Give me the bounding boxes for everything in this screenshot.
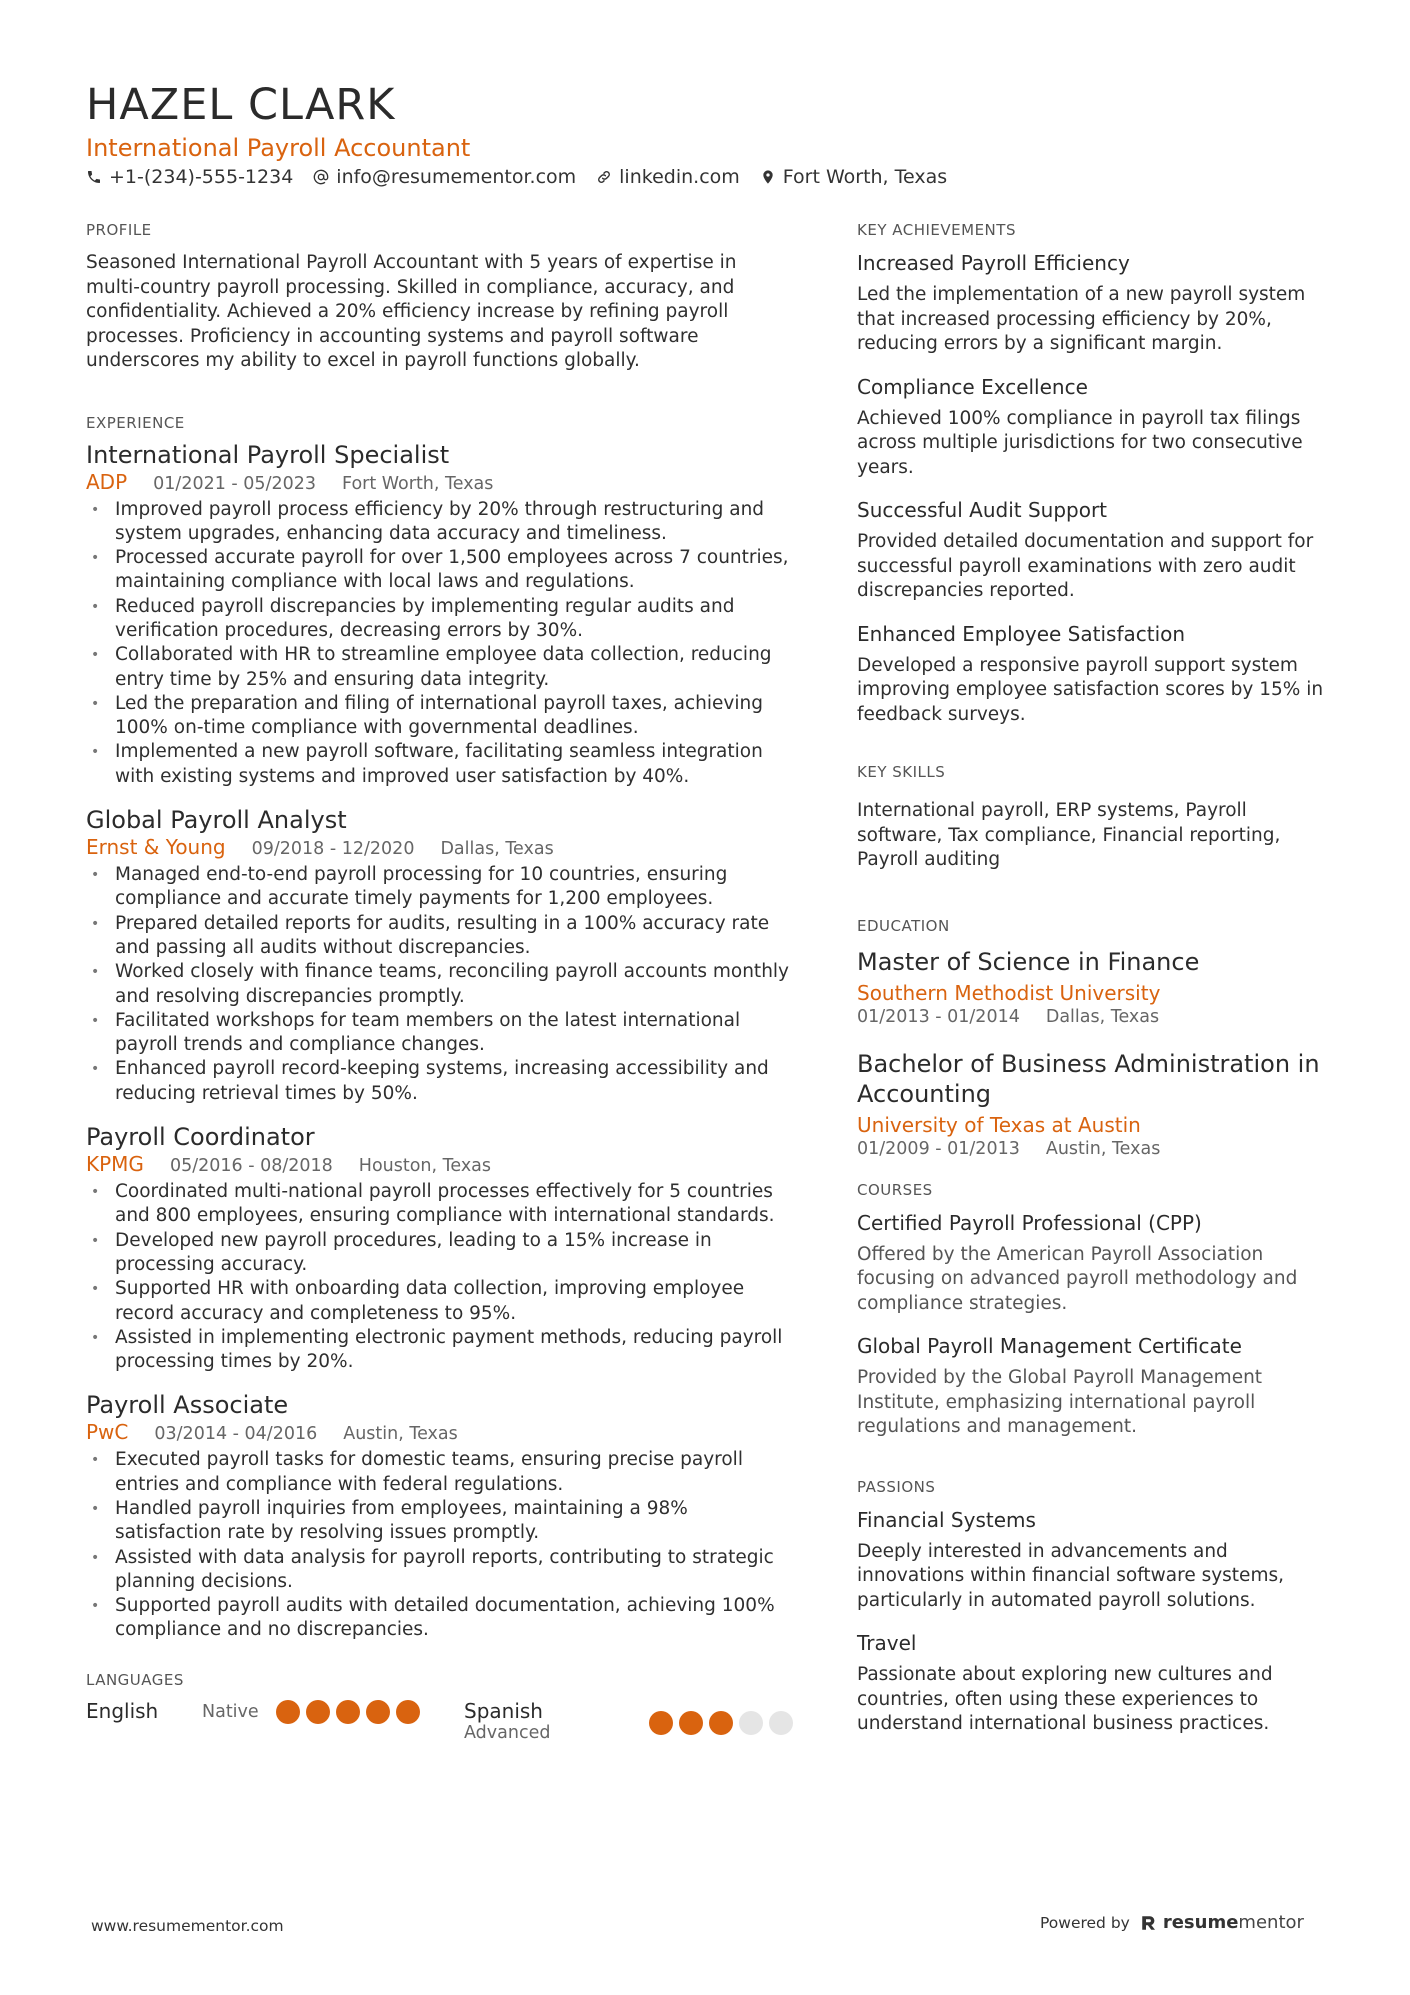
rating-dot-filled [679, 1711, 703, 1735]
job-bullet: • Supported HR with onboarding data collection, improving employee record accuracy and completeness to 95%. [86, 1277, 796, 1326]
job-role: International Payroll Specialist [86, 440, 450, 469]
achievement-item [857, 375, 1327, 481]
achievement-title: Increased Payroll Efficiency [857, 251, 1130, 275]
right-column [857, 221, 1327, 1755]
left-column [86, 221, 796, 1749]
job-bullet: • Processed accurate payroll for over 1,500 employees across 7 countries, maintaining compliance with local laws and regulations. [86, 546, 796, 595]
profile-heading: PROFILE [86, 221, 152, 239]
education-school: University of Texas at Austin [857, 1112, 1141, 1137]
experience-section [86, 414, 796, 1643]
contact-bar [86, 166, 947, 188]
passions-section [857, 1478, 1327, 1737]
job-role: Payroll Coordinator [86, 1123, 315, 1152]
language-rating-english [276, 1700, 420, 1724]
rating-dot-filled [366, 1700, 390, 1724]
job-company: PwC [86, 1420, 129, 1445]
language-rating-spanish [649, 1711, 793, 1735]
education-dates: 01/2009 - 01/2013 [857, 1138, 1020, 1159]
contact-location [760, 166, 947, 188]
passion-item [857, 1631, 1327, 1737]
course-list [857, 1211, 1327, 1440]
courses-section [857, 1181, 1327, 1440]
education-meta [857, 1139, 1327, 1159]
brand-logo[interactable] [1140, 1912, 1304, 1933]
education-meta [857, 1007, 1327, 1027]
contact-phone [86, 166, 293, 188]
contact-linkedin[interactable] [596, 166, 740, 188]
job-bullet: • Enhanced payroll record-keeping systems, increasing accessibility and reducing retrieval times by 50%. [86, 1057, 796, 1106]
course-title: Global Payroll Management Certificate [857, 1334, 1242, 1358]
job-dates: 01/2021 - 05/2023 [153, 473, 316, 494]
job-company: ADP [86, 469, 128, 494]
footer-branding [1040, 1912, 1304, 1933]
job-company: Ernst & Young [86, 835, 226, 860]
course-item [857, 1334, 1327, 1440]
achievement-title: Successful Audit Support [857, 498, 1108, 522]
rating-dot-filled [306, 1700, 330, 1724]
language-name: English [86, 1698, 159, 1723]
link-icon [596, 169, 612, 185]
job-location: Austin, Texas [343, 1424, 458, 1445]
rating-dot-empty [769, 1711, 793, 1735]
education-heading: EDUCATION [857, 916, 950, 935]
job-bullet: • Assisted with data analysis for payroll reports, contributing to strategic planning decisions. [86, 1546, 796, 1595]
achievement-item [857, 498, 1327, 604]
language-name: Spanish [464, 1698, 543, 1723]
job-bullets [86, 498, 796, 790]
job-list [86, 440, 796, 1643]
location-pin-icon [760, 169, 776, 185]
language-english [86, 1699, 158, 1723]
achievement-list [857, 251, 1327, 727]
job-meta [86, 1420, 796, 1444]
job-dates: 05/2016 - 08/2018 [169, 1156, 333, 1177]
profile-text: Seasoned International Payroll Accountant with 5 years of expertise in multi-country payroll processing. Skilled in compliance, accuracy, and confidentiality. Achieved a 20% efficiency increase by refining payroll processes. Proficiency in accounting systems and payroll software underscores my ability to excel in payroll functions globally. [86, 252, 737, 371]
job-entry [86, 1390, 796, 1642]
experience-heading: EXPERIENCE [86, 413, 185, 432]
achievement-title: Enhanced Employee Satisfaction [857, 621, 1186, 646]
brand-bold: resume [1162, 1912, 1239, 1933]
footer-website[interactable]: www.resumementor.com [91, 1917, 284, 1935]
job-location: Dallas, Texas [440, 839, 554, 860]
achievement-item [857, 622, 1327, 728]
achievement-desc: Led the implementation of a new payroll system that increased processing efficiency by 20%, reducing errors by a significant margin. [857, 284, 1306, 354]
job-location: Fort Worth, Texas [342, 473, 494, 494]
resumementor-logo-icon [1140, 1914, 1158, 1932]
passion-desc: Deeply interested in advancements and innovations within financial software systems, particularly in automated payroll solutions. [857, 1540, 1284, 1611]
job-meta [86, 1152, 796, 1176]
skills-text: International payroll, ERP systems, Payroll software, Tax compliance, Financial reporting, Payroll auditing [857, 800, 1281, 870]
language-spanish [464, 1699, 550, 1743]
rating-dot-filled [336, 1700, 360, 1724]
job-bullet: • Worked closely with finance teams, reconciling payroll accounts monthly and resolving discrepancies promptly. [86, 960, 796, 1009]
job-bullets [86, 1180, 796, 1374]
job-company: KPMG [86, 1152, 144, 1177]
education-dates: 01/2013 - 01/2014 [857, 1006, 1020, 1027]
rating-dot-filled [396, 1700, 420, 1724]
language-english-level [202, 1702, 259, 1722]
languages-section [86, 1671, 796, 1749]
job-dates: 03/2014 - 04/2016 [154, 1424, 318, 1445]
job-bullet: • Executed payroll tasks for domestic teams, ensuring precise payroll entries and compliance with federal regulations. [86, 1448, 796, 1497]
at-icon [313, 169, 329, 185]
job-bullets [86, 1448, 796, 1642]
achievement-item [857, 251, 1327, 357]
skills-heading: KEY SKILLS [857, 763, 946, 781]
job-meta [86, 835, 796, 859]
job-bullet: • Led the preparation and filing of international payroll taxes, achieving 100% on-time compliance with governmental deadlines. [86, 692, 796, 741]
passions-heading: PASSIONS [857, 1477, 936, 1496]
linkedin-text[interactable]: linkedin.com [619, 166, 740, 188]
job-entry [86, 805, 796, 1106]
job-role: Global Payroll Analyst [86, 806, 347, 835]
job-bullet: • Managed end-to-end payroll processing for 10 countries, ensuring compliance and accurate timely payments for 1,200 employees. [86, 863, 796, 912]
email-text[interactable]: info@resumementor.com [336, 166, 577, 188]
contact-email[interactable] [313, 166, 576, 188]
education-list [857, 947, 1327, 1159]
language-list [86, 1699, 796, 1749]
job-bullet: • Assisted in implementing electronic payment methods, reducing payroll processing times by 20%. [86, 1326, 796, 1375]
rating-dot-empty [739, 1711, 763, 1735]
candidate-name: HAZEL CLARK [86, 80, 396, 130]
achievement-desc: Achieved 100% compliance in payroll tax filings across multiple jurisdictions for two consecutive years. [857, 407, 1303, 478]
job-bullet: • Facilitated workshops for team members on the latest international payroll trends and compliance changes. [86, 1009, 796, 1058]
profile-section [86, 221, 796, 374]
rating-dot-filled [709, 1711, 733, 1735]
job-bullet: • Implemented a new payroll software, facilitating seamless integration with existing systems and improved user satisfaction by 40%. [86, 740, 796, 789]
achievements-heading: KEY ACHIEVEMENTS [857, 221, 1016, 239]
course-desc: Provided by the Global Payroll Management Institute, emphasizing international payroll regulations and management. [857, 1367, 1263, 1437]
job-location: Houston, Texas [358, 1156, 492, 1177]
brand-rest: mentor [1238, 1912, 1304, 1933]
powered-by-label: Powered by [1040, 1913, 1130, 1932]
job-bullet: • Prepared detailed reports for audits, resulting in a 100% accuracy rate and passing all audits without discrepancies. [86, 912, 796, 961]
job-bullet: • Coordinated multi-national payroll processes effectively for 5 countries and 800 employees, ensuring compliance with international standards. [86, 1180, 796, 1229]
education-school: Southern Methodist University [857, 980, 1161, 1005]
achievement-title: Compliance Excellence [857, 374, 1088, 399]
job-bullet: • Collaborated with HR to streamline employee data collection, reducing entry time by 25% and ensuring data integrity. [86, 643, 796, 692]
job-role: Payroll Associate [86, 1391, 289, 1420]
education-degree: Master of Science in Finance [857, 947, 1200, 976]
job-bullet: • Handled payroll inquiries from employees, maintaining a 98% satisfaction rate by resolving issues promptly. [86, 1497, 796, 1546]
achievement-desc: Provided detailed documentation and support for successful payroll examinations with zero audit discrepancies reported. [857, 531, 1314, 601]
language-level: Advanced [464, 1722, 551, 1743]
location-text: Fort Worth, Texas [782, 166, 948, 188]
passion-title: Financial Systems [857, 1507, 1036, 1532]
job-bullet: • Reduced payroll discrepancies by implementing regular audits and verification procedures, decreasing errors by 30%. [86, 595, 796, 644]
languages-heading: LANGUAGES [86, 1670, 184, 1689]
course-desc: Offered by the American Payroll Association focusing on advanced payroll methodology and compliance strategies. [857, 1243, 1298, 1314]
education-item [857, 1049, 1327, 1159]
language-level: Native [202, 1701, 259, 1722]
job-bullets [86, 863, 796, 1106]
achievement-desc: Developed a responsive payroll support system improving employee satisfaction scores by 15% in feedback surveys. [857, 654, 1324, 725]
job-bullet: • Supported payroll audits with detailed documentation, achieving 100% compliance and no discrepancies. [86, 1594, 796, 1643]
job-entry [86, 1122, 796, 1374]
passion-desc: Passionate about exploring new cultures and countries, often using these experiences to understand international business practices. [857, 1664, 1273, 1734]
skills-section [857, 763, 1327, 873]
education-section [857, 917, 1327, 1159]
passion-title: Travel [857, 1631, 917, 1655]
rating-dot-filled [649, 1711, 673, 1735]
job-bullet: • Improved payroll process efficiency by 20% through restructuring and system upgrades, enhancing data accuracy and timeliness. [86, 498, 796, 547]
course-title: Certified Payroll Professional (CPP) [857, 1210, 1202, 1235]
job-entry [86, 440, 796, 790]
candidate-title: International Payroll Accountant [86, 134, 471, 162]
phone-icon [86, 169, 102, 185]
achievements-section [857, 221, 1327, 727]
job-dates: 09/2018 - 12/2020 [251, 839, 415, 860]
courses-heading: COURSES [857, 1180, 933, 1199]
course-item [857, 1211, 1327, 1317]
education-location: Austin, Texas [1045, 1138, 1161, 1159]
job-meta [86, 470, 796, 494]
passion-item [857, 1508, 1327, 1614]
job-bullet: • Developed new payroll procedures, leading to a 15% increase in processing accuracy. [86, 1229, 796, 1278]
education-degree: Bachelor of Business Administration in Accounting [857, 1049, 1320, 1108]
education-location: Dallas, Texas [1045, 1006, 1160, 1027]
passion-list [857, 1508, 1327, 1737]
rating-dot-filled [276, 1700, 300, 1724]
phone-text: +1-(234)-555-1234 [109, 166, 294, 188]
education-item [857, 947, 1327, 1027]
